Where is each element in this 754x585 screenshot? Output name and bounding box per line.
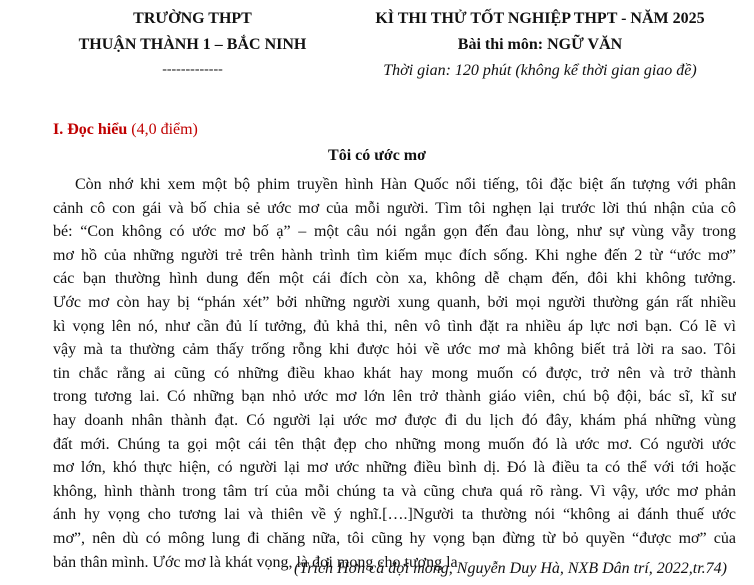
section-score: (4,0 điểm) <box>131 121 198 138</box>
passage-line: không, hình thành trong tâm trí của mỗi chúng ta và cũng chưa quá rõ ràng. Vì vậy, ước mơ phản <box>53 482 736 500</box>
exam-header <box>0 0 754 100</box>
passage-line: mơ”, nên dù có mông lung đi chăng nữa, tôi cũng hy vọng bạn đừng từ bỏ quyền “được mơ” của <box>53 529 736 547</box>
passage-body <box>53 173 736 574</box>
passage-line: mơ lớn, khó thực hiện, có người lại mơ ước những điều bình dị. Đó là điều ta có thể với tới hoặc <box>53 459 736 477</box>
section-heading <box>53 119 198 141</box>
passage-line: trong tương lai. Có những bạn nhỏ ước mơ lớn lên trở thành giáo viên, chú bộ đội, bác sĩ, kĩ sư <box>53 388 736 406</box>
passage-line: cảnh cô con gái và bố chia sẻ ước mơ của mỗi người. Tìm tôi nghẹn lại trước lời thú nhận của cô <box>53 199 736 217</box>
passage-line: tin chắc rằng ai cũng có những điều khao khát hay mong muốn có được, trở nên và trở thành <box>53 364 736 382</box>
school-block <box>60 6 325 82</box>
passage-line: đất mới. Chúng ta gọi một cái tên thật đẹp cho những mong muốn đó là ước mơ. Có người ước <box>53 435 736 453</box>
passage-line: bản thân mình. Ước mơ là khát vọng, là đợi mong cho tương la <box>53 553 458 571</box>
section-label: I. Đọc hiểu <box>53 121 128 138</box>
passage-line: vậy mà ta thường cảm thấy trống rỗng khi được hỏi về ước mơ mà không biết trả lời ra sao. Tôi <box>53 341 736 359</box>
passage-line: mơ hồ của những người trẻ trên hành trình tìm kiếm mục đích sống. Khi nghe đến 2 từ “ước mơ” <box>53 246 736 264</box>
exam-subject: Bài thi môn: NGỮ VĂN <box>457 36 623 53</box>
exam-info-block <box>330 6 750 84</box>
passage-line: Ước mơ còn hay bị “phán xét” bởi những người xung quanh, bởi mọi người thường gán rất nhiều <box>53 293 736 311</box>
exam-title: KÌ THI THỬ TỐT NGHIỆP THPT - NĂM 2025 <box>375 10 705 27</box>
passage-line: Còn nhớ khi xem một bộ phim truyền hình Hàn Quốc nổi tiếng, tôi đặc biệt ấn tượng với phân <box>75 176 736 193</box>
source-citation: (Trích Hơn cả đợi mong, Nguyễn Duy Hà, NXB Dân trí, 2022,tr.74) <box>293 560 727 577</box>
passage-line: hay doanh nhân thành đạt. Có người lại ước mơ được đi du lịch đó đây, khám phá những vùng <box>53 411 736 429</box>
passage-line: kì vọng lên nó, như cần đủ lí tưởng, đủ khả thi, nên vô tình đặt ra nhiều áp lực nơi bạn. Có lẽ vì <box>53 317 736 335</box>
school-divider: ------------- <box>162 62 223 77</box>
passage-line: ánh hy vọng cho tương lai và thiên về ý nghĩ.[….]Người ta thường nói “không ai đánh thuế ước <box>53 506 736 524</box>
passage-title: Tôi có ước mơ <box>328 147 426 164</box>
exam-time: Thời gian: 120 phút (không kể thời gian giao đề) <box>383 62 697 79</box>
passage-line: các bạn thường hình dung đến một cái đích còn xa, không dễ chạm đến, đôi khi không tưởng. <box>53 270 736 288</box>
school-name-line2: THUẬN THÀNH 1 – BẮC NINH <box>78 36 307 53</box>
school-name-line1: TRƯỜNG THPT <box>133 10 252 27</box>
passage-line: bé: “Con không có ước mơ bố ạ” – một câu nói ngắn gọn đến đau lòng, như sự vùng vẫy trong <box>53 223 736 241</box>
